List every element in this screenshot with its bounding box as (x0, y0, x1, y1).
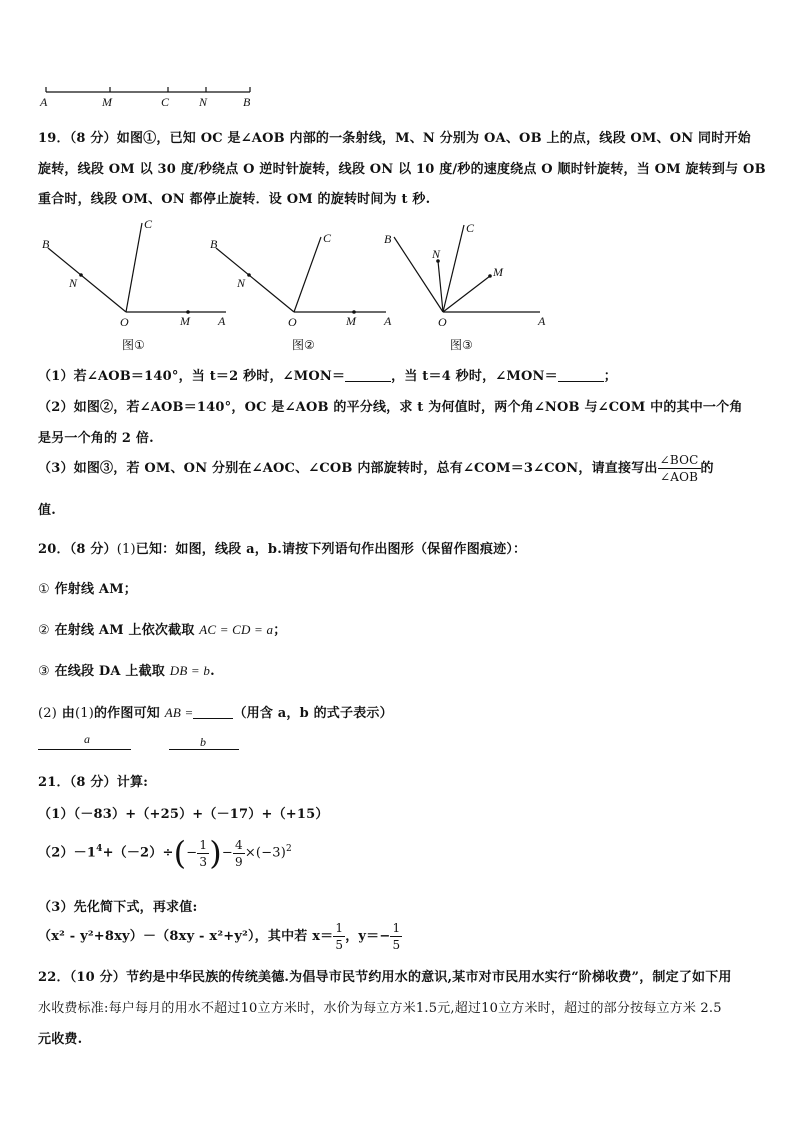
q19-part3-line2: 值. (38, 503, 56, 518)
point-label-m: M (102, 95, 112, 109)
q22-line1 (38, 966, 732, 985)
q20-part2-blank[interactable] (193, 706, 233, 719)
fig2-label-b: B (210, 237, 218, 251)
fraction-numerator: 1 (392, 921, 401, 935)
q19-part1-blank-1[interactable] (345, 369, 391, 382)
q21-part3-expression (38, 920, 402, 953)
step3-mark: ③ (38, 664, 50, 679)
q21-part3-mid: ，y＝− (345, 929, 391, 944)
q19-number: 19．（8 分） (38, 131, 117, 146)
x-value-fraction (333, 920, 345, 953)
step2-mark: ② (38, 623, 50, 638)
fraction-denominator: ∠AOB (659, 470, 699, 484)
step3-end: . (210, 664, 215, 679)
q20-part1-mark: (1) (116, 542, 136, 557)
point-label-b: B (243, 95, 251, 109)
q19-part2-line1: （2）如图②，若∠AOB＝140°，OC 是∠AOB 的平分线，求 t 为何值时，两个角∠NOB 与∠COM 中的其中一个角 (38, 400, 743, 415)
q19-figure-3-caption: 图③ (450, 338, 473, 352)
q19-text-line1: 如图①，已知 OC 是∠AOB 内部的一条射线，M、N 分别为 OA、OB 上的点，线段 OM、ON 同时开始 (116, 131, 751, 146)
q21-part3-expr: （x² - y²+8xy）－（8xy - x²+y²），其中若 x＝ (38, 929, 334, 944)
q19-line2: 旋转，线段 OM 以 30 度/秒绕点 O 逆时针旋转，线段 ON 以 10 度/秒的速度绕点 O 顺时针旋转，当 OM 旋转到与 OB (38, 162, 766, 177)
q19-figure-1-caption: 图① (122, 338, 145, 352)
q19-figure-2 (206, 215, 406, 329)
step2-end: ； (273, 623, 287, 638)
q22-number: 22．（10 分） (38, 970, 127, 985)
q20-part2-text-c: 的作图可知 (93, 706, 160, 721)
q19-part2-line2: 是另一个角的 2 倍. (38, 431, 154, 446)
step3-math: DB = b (169, 663, 211, 678)
fig1-label-c: C (144, 217, 153, 231)
q21-part2-exponent-2: 2 (286, 844, 292, 855)
fraction-denominator: 5 (335, 938, 344, 952)
q19-line1 (38, 127, 751, 146)
q19-part1-text-b: ，当 t＝4 秒时，∠MON＝ (391, 369, 558, 384)
step2-text: 在射线 AM 上依次截取 (54, 623, 195, 638)
segment-b (169, 749, 239, 750)
q20-part2 (38, 702, 393, 721)
fraction-numerator: 4 (235, 837, 243, 852)
fig2-label-o: O (288, 315, 297, 329)
q20-step1 (38, 578, 137, 597)
q21-part3-title: （3）先化简下式，再求值: (38, 900, 198, 915)
point-label-a: A (40, 95, 48, 109)
fig1-label-o: O (120, 315, 129, 329)
q20-step2 (38, 619, 286, 638)
fig1-label-b: B (42, 237, 50, 251)
segment-b-label: b (200, 735, 206, 749)
q19-part1 (38, 365, 617, 384)
q19-part3-line1 (38, 452, 714, 485)
q21-title (38, 771, 148, 790)
q21-fraction-1 (197, 837, 209, 870)
step3-text: 在线段 DA 上截取 (54, 664, 166, 679)
y-value-fraction (390, 920, 402, 953)
q21-number: 21．（8 分） (38, 775, 117, 790)
q22-text-line1: 节约是中华民族的传统美德.为倡导市民节约用水的意识,某市对市民用水实行“阶梯收费”，制定了如下用 (126, 970, 732, 985)
q21-part2-text-a: （2）－1 (38, 845, 97, 861)
q20-part2-text-a: 由 (61, 706, 75, 721)
segment-amcnb-figure (38, 82, 288, 112)
q21-part2-text-b: +（－2）÷ (102, 845, 174, 861)
q19-line3: 重合时，线段 OM、ON 都停止旋转．设 OM 的旋转时间为 t 秒. (38, 192, 431, 207)
q20-number: 20．（8 分） (38, 542, 117, 557)
q21-part2 (38, 834, 292, 872)
segment-a (38, 749, 131, 750)
fig2-label-m: M (346, 314, 356, 328)
q20-step3 (38, 660, 215, 679)
fig2-label-n: N (237, 276, 246, 290)
step2-math: AC = CD = a (199, 622, 274, 637)
fraction-denominator: 5 (392, 938, 401, 952)
minus-sign: − (186, 845, 198, 861)
fig3-label-a: A (538, 314, 546, 328)
q21-part2-text-c: ×(−3) (244, 845, 287, 861)
fig2-label-c: C (323, 231, 332, 245)
segment-a-label: a (84, 732, 90, 746)
q19-part3-fraction (658, 452, 701, 485)
fraction-numerator: ∠BOC (659, 453, 699, 467)
fraction-denominator: 9 (235, 854, 243, 869)
q19-figure-2-caption: 图② (292, 338, 315, 352)
fig1-label-m: M (180, 314, 190, 328)
fig3-label-b: B (384, 232, 392, 246)
right-paren: ) (209, 834, 222, 872)
q19-part1-blank-2[interactable] (558, 369, 604, 382)
q21-part2-exponent: 4 (96, 844, 103, 855)
q19-part3-text-b: 的 (700, 461, 714, 476)
step1-text: 作射线 AM； (54, 582, 137, 597)
q20-part2-math: AB = (164, 705, 194, 720)
q19-part1-text-c: ； (603, 369, 617, 384)
fig3-label-o: O (438, 315, 447, 329)
q20-part1-text: 已知：如图，线段 a，b.请按下列语句作出图形（保留作图痕迹）： (135, 542, 527, 557)
fraction-numerator: 1 (335, 921, 344, 935)
fig3-label-n: N (432, 247, 441, 261)
fig3-label-c: C (466, 221, 475, 235)
fraction-numerator: 1 (199, 837, 208, 852)
minus-sign: − (221, 845, 233, 861)
q19-figure-3 (380, 215, 580, 329)
step1-mark: ① (38, 582, 50, 597)
fig3-label-m: M (493, 265, 503, 279)
fig1-label-a: A (218, 314, 226, 328)
q20-part2-text-d: （用含 a，b 的式子表示） (233, 706, 393, 721)
q20-part2-mark: (2) (38, 706, 58, 721)
q19-part3-text-a: （3）如图③，若 OM、ON 分别在∠AOC、∠COB 内部旋转时，总有∠COM＝3∠CON，请直接写出 (38, 461, 658, 476)
q21-fraction-2 (233, 837, 245, 870)
q21-part1: （1）（－83）+（+25）+（－17）+（+15） (38, 807, 329, 822)
fig2-label-a: A (384, 314, 392, 328)
q21-title-text: 计算: (116, 775, 149, 790)
point-label-n: N (199, 95, 208, 109)
q19-part1-text-a: （1）若∠AOB＝140°，当 t＝2 秒时，∠MON＝ (38, 369, 346, 384)
q22-line3: 元收费. (38, 1032, 83, 1047)
fraction-denominator: 3 (199, 854, 208, 869)
left-paren: ( (173, 834, 187, 872)
q22-line2: 水收费标准:每户每月的用水不超过10立方米时，水价为每立方米1.5元,超过10立方米时，超过的部分按每立方米 2.5 (38, 1001, 722, 1016)
point-label-c: C (161, 95, 170, 109)
q20-part2-text-b: (1) (74, 706, 94, 721)
q20-part1 (38, 538, 526, 557)
fig1-label-n: N (69, 276, 78, 290)
